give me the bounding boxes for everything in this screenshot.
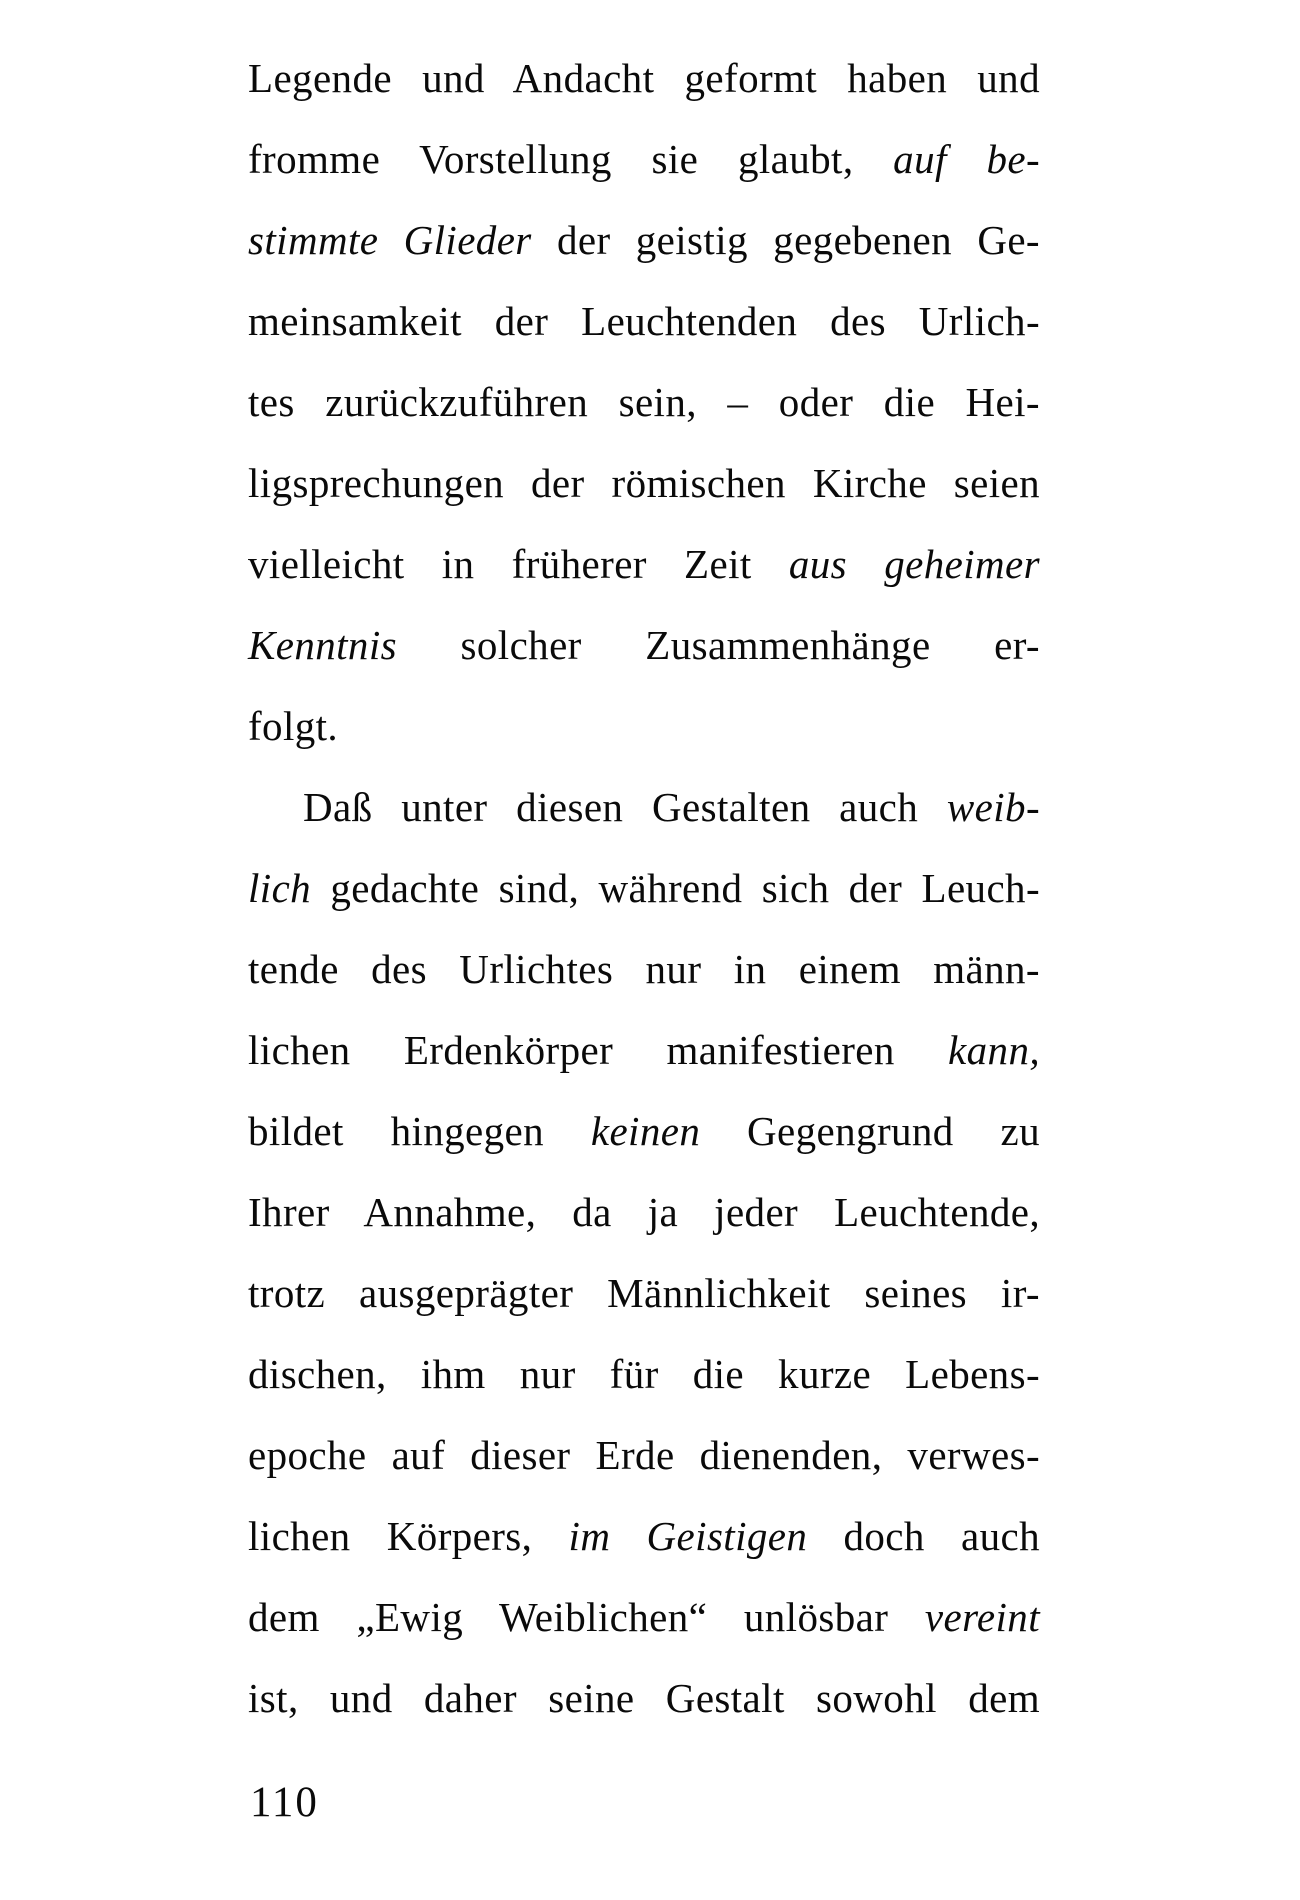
text-segment: epoche auf dieser Erde dienenden, verwes-: [248, 1432, 1040, 1478]
text-line: [248, 1496, 1040, 1577]
text-segment: solcher Zusammenhänge er-: [396, 622, 1040, 668]
text-line: [248, 38, 1040, 119]
text-line: [248, 119, 1040, 200]
text-segment: Daß unter diesen Gestalten auch: [303, 784, 947, 830]
text-line: [248, 1577, 1040, 1658]
text-segment-italic: im Geistigen: [568, 1513, 808, 1559]
text-segment-italic: keinen: [590, 1108, 701, 1154]
text-segment-italic: kann,: [948, 1027, 1040, 1073]
text-segment-italic: vereint: [924, 1594, 1040, 1640]
text-line: [248, 605, 1040, 686]
text-line: [248, 1253, 1040, 1334]
text-line: [248, 929, 1040, 1010]
text-segment: lichen Erdenkörper manifestieren: [248, 1027, 949, 1073]
text-segment: lichen Körpers,: [248, 1513, 569, 1559]
text-segment: vielleicht in früherer Zeit: [248, 541, 789, 587]
text-segment: Gegengrund zu: [700, 1108, 1040, 1154]
text-segment: fromme Vorstellung sie glaubt,: [248, 136, 894, 182]
text-line: [248, 686, 1040, 767]
text-segment-italic: auf be-: [893, 136, 1040, 182]
text-segment: Legende und Andacht geformt haben und: [248, 55, 1040, 101]
text-line: [248, 1334, 1040, 1415]
text-segment: gedachte sind, während sich der Leuch-: [311, 865, 1040, 911]
text-line: [248, 281, 1040, 362]
text-segment: tende des Urlichtes nur in einem männ-: [248, 946, 1040, 992]
text-segment: dem „Ewig Weiblichen“ unlösbar: [248, 1594, 925, 1640]
text-segment: trotz ausgeprägter Männlichkeit seines ir-: [248, 1270, 1040, 1316]
text-line: [248, 443, 1040, 524]
text-segment-italic: weib-: [946, 784, 1040, 830]
text-line: [248, 767, 1040, 848]
text-segment: doch auch: [807, 1513, 1040, 1559]
text-block: [248, 38, 1040, 1739]
text-segment-italic: aus geheimer: [788, 541, 1040, 587]
text-segment: Ihrer Annahme, da ja jeder Leuchtende,: [248, 1189, 1040, 1235]
text-segment: der geistig gegebenen Ge-: [531, 217, 1040, 263]
text-line: [248, 1172, 1040, 1253]
text-segment: ist, und daher seine Gestalt sowohl dem: [248, 1675, 1040, 1721]
text-line: [248, 524, 1040, 605]
text-line: [248, 200, 1040, 281]
text-segment-italic: stimmte Glieder: [248, 217, 532, 263]
page-number: 110: [250, 1779, 319, 1826]
text-segment: ligsprechungen der römischen Kirche seien: [248, 460, 1040, 506]
text-segment-italic: Kenntnis: [248, 622, 397, 668]
text-segment: bildet hingegen: [248, 1108, 591, 1154]
text-line: [248, 1010, 1040, 1091]
text-segment: tes zurückzuführen sein, – oder die Hei-: [248, 379, 1040, 425]
text-line: [248, 1658, 1040, 1739]
text-line: [248, 362, 1040, 443]
text-segment: dischen, ihm nur für die kurze Lebens-: [248, 1351, 1040, 1397]
text-line: [248, 1415, 1040, 1496]
text-segment: folgt.: [248, 703, 339, 749]
text-line: [248, 848, 1040, 929]
text-segment: meinsamkeit der Leuchtenden des Urlich-: [248, 298, 1040, 344]
text-line: [248, 1091, 1040, 1172]
text-segment-italic: lich: [248, 865, 312, 911]
